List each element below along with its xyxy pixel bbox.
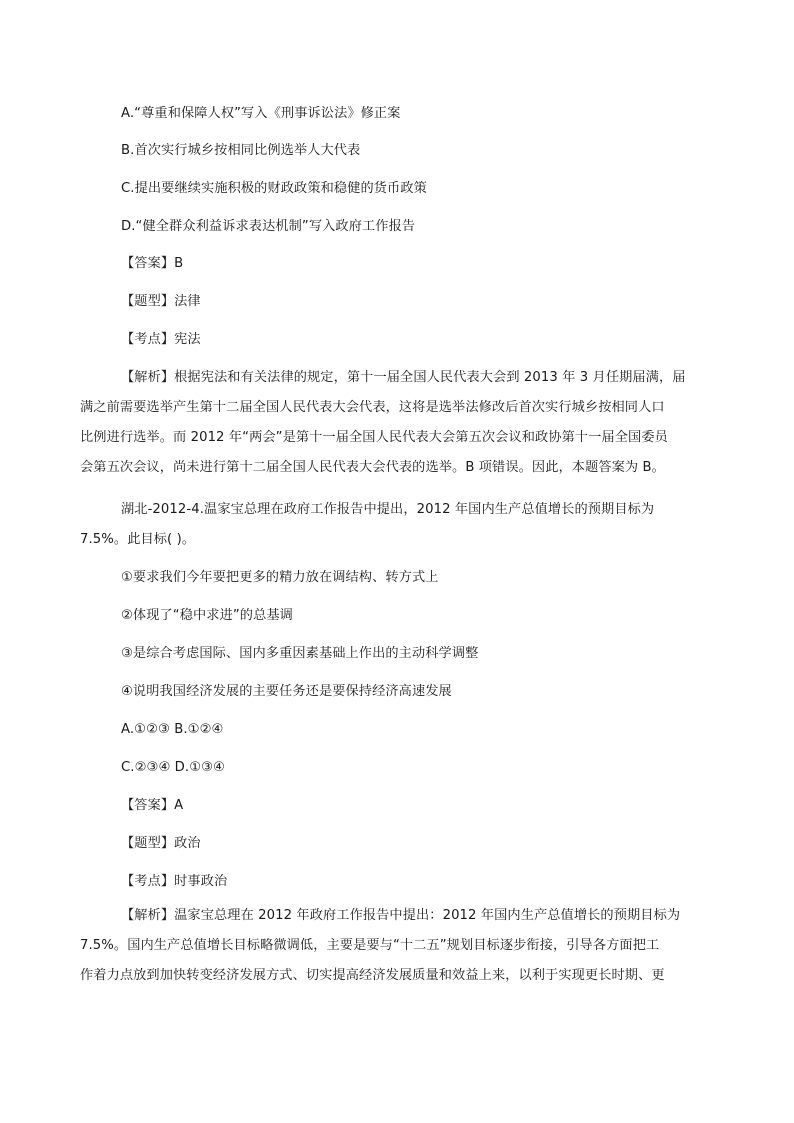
q1-option-c: C.提出要继续实施积极的财政政策和稳健的货币政策	[121, 181, 427, 196]
q1-point: 【考点】宪法	[121, 332, 201, 347]
q1-option-b: B.首次实行城乡按相同比例选举人大代表	[121, 143, 361, 158]
q2-options-ab: A.①②③ B.①②④	[121, 722, 224, 737]
q1-analysis-line-3: 比例进行选举。而 2012 年“两会”是第十一届全国人民代表大会第五次会议和政协第十一届全国委员	[80, 430, 668, 445]
q2-stem-line-2: 7.5%。此目标( )。	[80, 532, 196, 547]
q2-type: 【题型】政治	[121, 836, 201, 851]
q1-answer: 【答案】B	[121, 256, 184, 271]
q1-option-d: D.“健全群众利益诉求表达机制”写入政府工作报告	[121, 219, 416, 234]
q2-options-cd: C.②③④ D.①③④	[121, 760, 225, 775]
q1-analysis-line-1: 【解析】根据宪法和有关法律的规定，第十一届全国人民代表大会到 2013 年 3 月任期届满，届	[121, 370, 686, 385]
q2-statement-4: ④说明我国经济发展的主要任务还是要保持经济高速发展	[121, 684, 452, 699]
q2-analysis-line-1: 【解析】温家宝总理在 2012 年政府工作报告中提出：2012 年国内生产总值增长的预期目标为	[121, 908, 681, 923]
q2-stem-line-1: 湖北-2012-4.温家宝总理在政府工作报告中提出，2012 年国内生产总值增长的预期目标为	[121, 502, 655, 517]
q2-analysis-line-2: 7.5%。国内生产总值增长目标略微调低，主要是要与“十二五”规划目标逐步衔接，引导各方面把工	[80, 938, 660, 953]
q1-option-a: A.“尊重和保障人权”写入《刑事诉讼法》修正案	[121, 106, 401, 121]
q2-point: 【考点】时事政治	[121, 874, 228, 889]
q2-statement-2: ②体现了“稳中求进”的总基调	[121, 608, 293, 623]
q2-statement-1: ①要求我们今年要把更多的精力放在调结构、转方式上	[121, 570, 439, 585]
q1-analysis-line-2: 满之前需要选举产生第十二届全国人民代表大会代表，这将是选举法修改后首次实行城乡按相同人口	[80, 400, 665, 415]
q2-analysis-line-3: 作着力点放到加快转变经济发展方式、切实提高经济发展质量和效益上来，以利于实现更长时期、更	[80, 968, 665, 983]
q1-type: 【题型】法律	[121, 294, 201, 309]
q2-statement-3: ③是综合考虑国际、国内多重因素基础上作出的主动科学调整	[121, 646, 479, 661]
q1-analysis-line-4: 会第五次会议，尚未进行第十二届全国人民代表大会代表的选举。B 项错误。因此，本题答案为 B。	[80, 460, 665, 475]
q2-answer: 【答案】A	[121, 798, 184, 813]
